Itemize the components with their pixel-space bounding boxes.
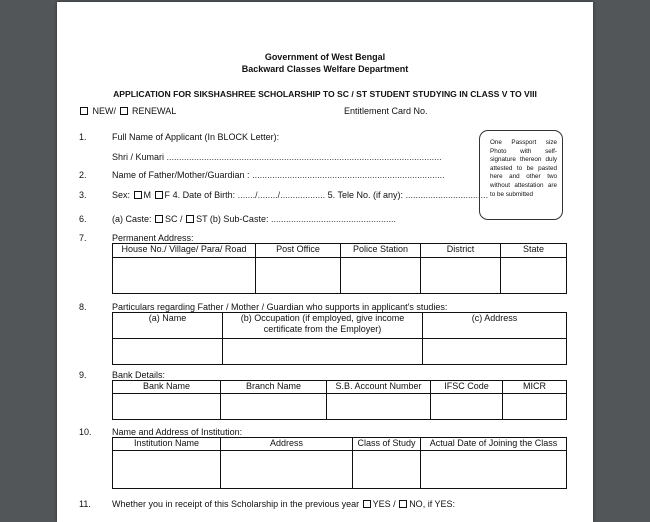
- sex-male-label: M: [143, 190, 152, 200]
- shri-kumari-row: [112, 152, 442, 162]
- address-cell-state[interactable]: [501, 258, 567, 294]
- previous-year-no-label: NO, if YES:: [409, 499, 456, 509]
- field-11-number: 11.: [79, 499, 91, 509]
- institution-header-class: Class of Study: [353, 438, 421, 451]
- address-header-house: House No./ Village/ Para/ Road: [113, 244, 256, 258]
- guardian-table: [112, 312, 567, 365]
- address-header-state: State: [501, 244, 567, 258]
- guardian-header-address: (c) Address: [423, 313, 567, 339]
- guardian-header-occupation: (b) Occupation (if employed, give income certificate from the Employer): [223, 313, 423, 339]
- entitlement-card-label: Entitlement Card No.: [344, 106, 428, 116]
- header-government: Government of West Bengal: [264, 52, 386, 62]
- shri-kumari-label: Shri / Kumari: [112, 152, 165, 162]
- dob-label: 4. Date of Birth:: [172, 190, 236, 200]
- new-label: NEW/: [92, 106, 117, 116]
- field-9-label: Bank Details:: [112, 370, 166, 380]
- sex-female-label: F: [164, 190, 171, 200]
- address-cell-post-office[interactable]: [256, 258, 341, 294]
- guardian-header-name: (a) Name: [113, 313, 223, 339]
- tele-label: 5. Tele No. (if any):: [327, 190, 404, 200]
- guardian-dotted-line[interactable]: .............................................................................: [252, 170, 445, 180]
- caste-st-label: ST: [196, 214, 208, 224]
- address-header-district: District: [421, 244, 501, 258]
- subcaste-dotted-line[interactable]: ..................................................: [270, 214, 396, 224]
- application-type-row: [79, 106, 176, 116]
- renewal-label: RENEWAL: [132, 106, 177, 116]
- bank-cell-branch-name[interactable]: [221, 394, 327, 420]
- caste-sc-label: SC /: [165, 214, 183, 224]
- field-7-label: Permanent Address:: [112, 233, 194, 243]
- field-6-row: [112, 214, 396, 224]
- institution-cell-joining-date[interactable]: [421, 451, 567, 489]
- bank-cell-micr[interactable]: [503, 394, 567, 420]
- institution-header-name: Institution Name: [113, 438, 221, 451]
- dob-dotted-line[interactable]: ......./......../..................: [237, 190, 326, 200]
- address-table: [112, 243, 567, 294]
- header-department: Backward Classes Welfare Department: [241, 64, 409, 74]
- renewal-checkbox[interactable]: [120, 107, 128, 115]
- address-header-police-station: Police Station: [341, 244, 421, 258]
- field-9-number: 9.: [79, 370, 87, 380]
- institution-header-address: Address: [221, 438, 353, 451]
- guardian-cell-name[interactable]: [113, 339, 223, 365]
- document-page: [57, 2, 593, 522]
- bank-table: [112, 380, 567, 420]
- address-cell-police-station[interactable]: [341, 258, 421, 294]
- field-10-number: 10.: [79, 427, 92, 437]
- previous-year-yes-label: YES /: [372, 499, 396, 509]
- field-10-label: Name and Address of Institution:: [112, 427, 243, 437]
- bank-cell-bank-name[interactable]: [113, 394, 221, 420]
- field-2-label: Name of Father/Mother/Guardian :: [112, 170, 250, 180]
- institution-table: [112, 437, 567, 489]
- caste-label: (a) Caste:: [112, 214, 152, 224]
- guardian-cell-occupation[interactable]: [223, 339, 423, 365]
- subcaste-label: (b) Sub-Caste:: [209, 214, 269, 224]
- bank-cell-account-number[interactable]: [327, 394, 431, 420]
- address-header-post-office: Post Office: [256, 244, 341, 258]
- field-3-number: 3.: [79, 190, 87, 200]
- field-2-number: 2.: [79, 170, 87, 180]
- bank-header-bank-name: Bank Name: [113, 381, 221, 394]
- new-checkbox[interactable]: [80, 107, 88, 115]
- sex-label: Sex:: [112, 190, 131, 200]
- institution-cell-name[interactable]: [113, 451, 221, 489]
- address-cell-district[interactable]: [421, 258, 501, 294]
- field-6-number: 6.: [79, 214, 87, 224]
- field-8-label: Particulars regarding Father / Mother / Guardian who supports in applicant's studies:: [112, 302, 448, 312]
- caste-sc-checkbox[interactable]: [155, 215, 163, 223]
- institution-cell-address[interactable]: [221, 451, 353, 489]
- sex-male-checkbox[interactable]: [134, 191, 142, 199]
- caste-st-checkbox[interactable]: [186, 215, 194, 223]
- field-2-row: [112, 170, 445, 180]
- field-1-number: 1.: [79, 132, 87, 142]
- tele-dotted-line[interactable]: .................................: [405, 190, 489, 200]
- bank-header-branch-name: Branch Name: [221, 381, 327, 394]
- address-cell-house[interactable]: [113, 258, 256, 294]
- name-dotted-line[interactable]: ..............................................................................................................: [166, 152, 442, 162]
- field-11-label: Whether you in receipt of this Scholarship in the previous year: [112, 499, 360, 509]
- guardian-cell-address[interactable]: [423, 339, 567, 365]
- bank-cell-ifsc[interactable]: [431, 394, 503, 420]
- bank-header-ifsc: IFSC Code: [431, 381, 503, 394]
- bank-header-micr: MICR: [503, 381, 567, 394]
- field-7-number: 7.: [79, 233, 87, 243]
- institution-cell-class[interactable]: [353, 451, 421, 489]
- form-title: APPLICATION FOR SIKSHASHREE SCHOLARSHIP TO SC / ST STUDENT STUDYING IN CLASS V TO VIII: [113, 89, 537, 99]
- sex-female-checkbox[interactable]: [155, 191, 163, 199]
- field-8-number: 8.: [79, 302, 87, 312]
- field-11-row: [112, 499, 455, 509]
- field-3-row: [112, 190, 488, 200]
- bank-header-account-number: S.B. Account Number: [327, 381, 431, 394]
- field-1-label: Full Name of Applicant (In BLOCK Letter):: [112, 132, 280, 142]
- passport-photo-box: One Passport size Photo with self-signature thereon duly attested to be pasted here and other two without attestation are to be submitted: [479, 130, 563, 220]
- institution-header-joining-date: Actual Date of Joining the Class: [421, 438, 567, 451]
- previous-year-no-checkbox[interactable]: [399, 500, 407, 508]
- previous-year-yes-checkbox[interactable]: [363, 500, 371, 508]
